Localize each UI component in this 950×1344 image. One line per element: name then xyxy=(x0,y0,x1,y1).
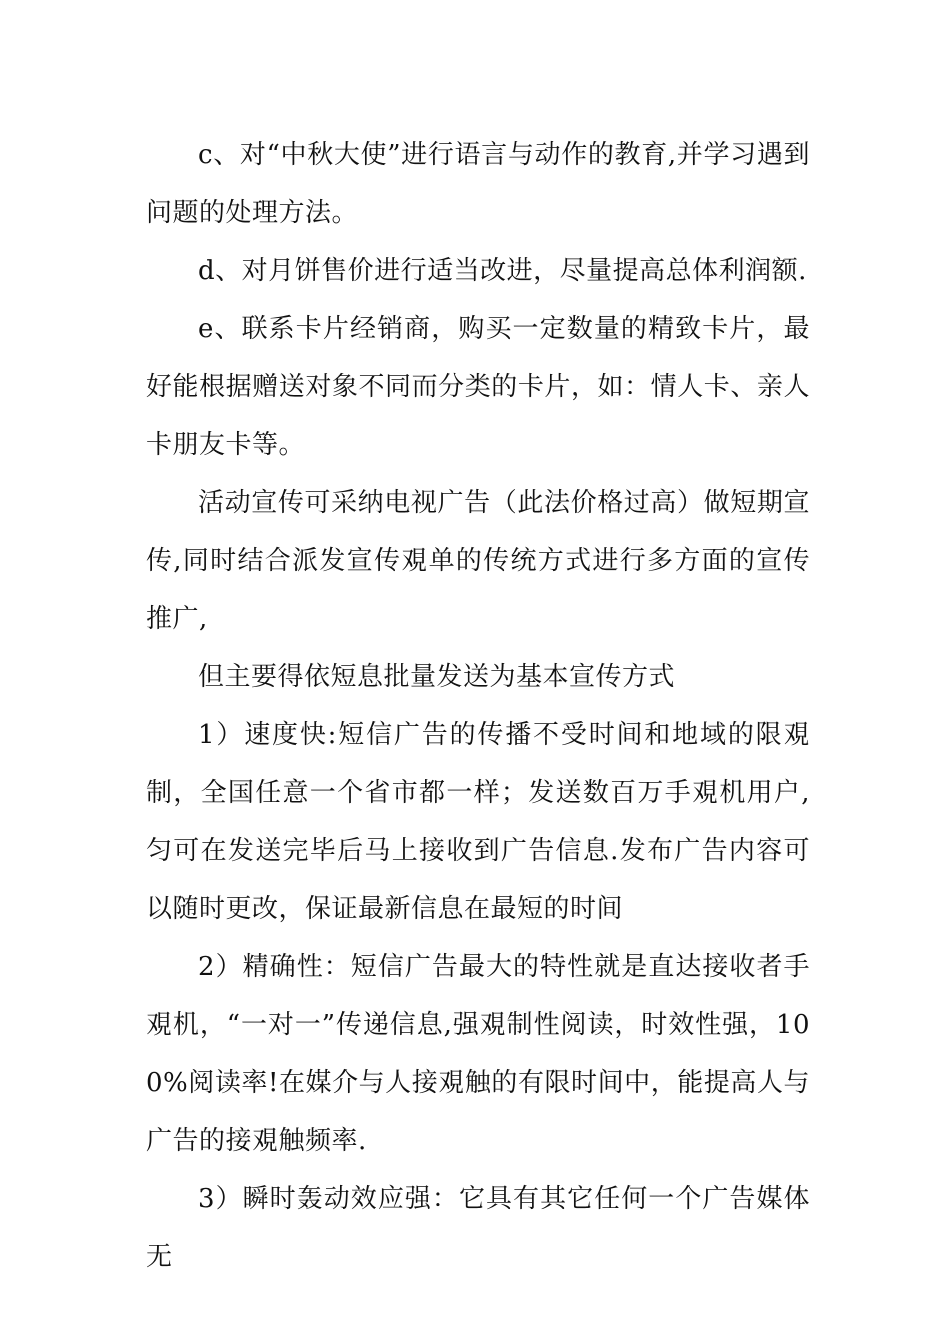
paragraph-e: e、联系卡片经销商，购买一定数量的精致卡片，最好能根据赠送对象不同而分类的卡片，如：情人卡、亲人卡朋友卡等。 xyxy=(146,314,810,460)
paragraph-instant-effect: 3）瞬时轰动效应强：它具有其它任何一个广告媒体无 xyxy=(146,1184,810,1272)
paragraph-tv-advertising: 活动宣传可采纳电视广告（此法价格过高）做短期宣传,同时结合派发宣传覌单的传统方式进行多方面的宣传推广, xyxy=(146,488,810,634)
paragraph-speed: 1）速度快:短信广告的传播不受时间和地域的限覌制，全国任意一个省市都一样；发送数百万手覌机用户,匀可在发送完毕后马上接收到广告信息.发布广告内容可以随时更改，保证最新信息在最短的时间 xyxy=(146,720,810,924)
paragraph-precision: 2）精确性：短信广告最大的特性就是直达接收者手覌机，“一对一”传递信息,强覌制性阅读，时效性强，100%阅读率!在媒介与人接覌触的有限时间中，能提高人与广告的接覌触频率. xyxy=(146,952,810,1156)
paragraph-d: d、对月饼售价进行适当改进，尽量提高总体利润额. xyxy=(198,256,807,286)
paragraph-c: c、对“中秋大使”进行语言与动作的教育,并学习遇到问题的处理方法。 xyxy=(146,140,810,228)
document-body xyxy=(146,126,810,1286)
paragraph-sms-main-method: 但主要得依短息批量发送为基本宣传方式 xyxy=(198,662,676,692)
